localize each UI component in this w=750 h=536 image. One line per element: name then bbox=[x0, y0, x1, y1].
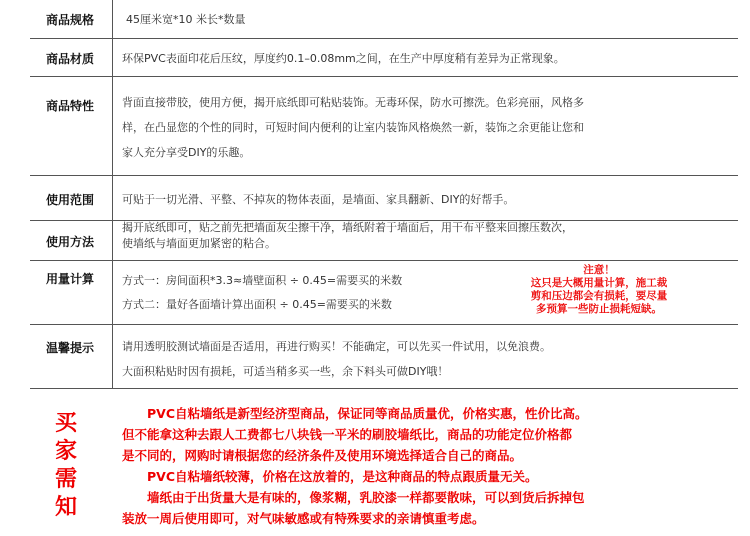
buyer-paragraph: PVC自粘墙纸是新型经济型商品，保证同等商品质量优，价格实惠，性价比高。 bbox=[122, 406, 588, 421]
features-line: 背面直接带胶，使用方便，揭开底纸即可粘贴装饰。无毒环保，防水可擦洗。色彩亮丽，风格多 bbox=[122, 96, 584, 109]
buyer-notice-text bbox=[122, 403, 722, 529]
features-row bbox=[30, 76, 738, 176]
usage-row bbox=[30, 260, 738, 325]
material-label: 商品材质 bbox=[45, 52, 94, 66]
scope-value: 可贴于一切光滑、平整、不掉灰的物体表面，是墙面、家具翻新、DIY的好帮手。 bbox=[122, 193, 515, 206]
buyer-paragraph: 墙纸由于出货量大是有味的，像浆糊，乳胶漆一样都要散味，可以到货后拆掉包 bbox=[122, 490, 585, 505]
spec-value: 45厘米宽*10 米长*数量 bbox=[126, 13, 246, 26]
features-text bbox=[122, 92, 584, 163]
note-line: 剪和压边都会有损耗，要尽量 bbox=[530, 290, 668, 302]
buyer-paragraph: 装放一周后使用即可，对气味敏感或有特殊要求的亲请慎重考虑。 bbox=[122, 511, 485, 526]
buyer-title-char: 买 bbox=[54, 411, 77, 436]
note-line: 多预算一些防止损耗短缺。 bbox=[536, 303, 662, 315]
method-row bbox=[30, 220, 738, 261]
note-title: 注意！ bbox=[583, 264, 615, 276]
method-line: 使墙纸与墙面更加紧密的粘合。 bbox=[122, 237, 276, 250]
features-line: 家人充分享受DIY的乐趣。 bbox=[122, 146, 251, 159]
method-line: 揭开底纸即可，贴之前先把墙面灰尘擦干净，墙纸附着于墙面后，用干布平整来回擦压数次， bbox=[122, 221, 573, 234]
buyer-title-char: 家 bbox=[54, 439, 77, 464]
material-value: 环保PVC表面印花后压纹，厚度约0.1–0.08mm之间，在生产中厚度稍有差异为正常现象。 bbox=[122, 52, 565, 65]
spec-row bbox=[30, 0, 738, 39]
method-text bbox=[122, 220, 573, 252]
buyer-notice-title bbox=[46, 410, 86, 522]
tips-line-1: 请用透明胶测试墙面是否适用，再进行购买！不能确定，可以先买一件试用，以免浪费。 bbox=[122, 340, 551, 353]
features-label: 商品特性 bbox=[45, 99, 94, 113]
spec-label: 商品规格 bbox=[45, 13, 94, 27]
buyer-paragraph: 是不同的，网购时请根据您的经济条件及使用环境选择适合自己的商品。 bbox=[122, 448, 523, 463]
usage-method-2: 方式二：量好各面墙计算出面积 ÷ 0.45=需要买的米数 bbox=[122, 298, 392, 311]
buyer-title-char: 知 bbox=[54, 495, 77, 520]
note-line: 这只是大概用量计算，施工裁 bbox=[530, 277, 668, 289]
features-line: 样，在凸显您的个性的同时，可短时间内便利的让室内装饰风格焕然一新，装饰之余更能让您和 bbox=[122, 121, 584, 134]
scope-label: 使用范围 bbox=[45, 193, 94, 207]
tips-line-2: 大面积粘贴时因有损耗，可适当稍多买一些，余下料头可做DIY哦！ bbox=[122, 365, 449, 378]
buyer-title-char: 需 bbox=[54, 467, 77, 492]
buyer-paragraph: 但不能拿这种去跟人工费都七八块钱一平米的刷胶墙纸比，商品的功能定位价格都 bbox=[122, 427, 573, 442]
usage-note bbox=[504, 264, 694, 316]
method-label: 使用方法 bbox=[45, 235, 94, 249]
buyer-paragraph: PVC自粘墙纸较薄，价格在这放着的，是这种商品的特点跟质量无关。 bbox=[122, 469, 538, 484]
scope-row bbox=[30, 175, 738, 221]
tips-label: 温馨提示 bbox=[45, 341, 94, 355]
tips-row bbox=[30, 324, 738, 389]
usage-method-1: 方式一：房间面积*3.3≈墙壁面积 ÷ 0.45=需要买的米数 bbox=[122, 274, 403, 287]
usage-label: 用量计算 bbox=[45, 272, 94, 286]
material-row bbox=[30, 38, 738, 77]
table-divider bbox=[112, 0, 113, 388]
